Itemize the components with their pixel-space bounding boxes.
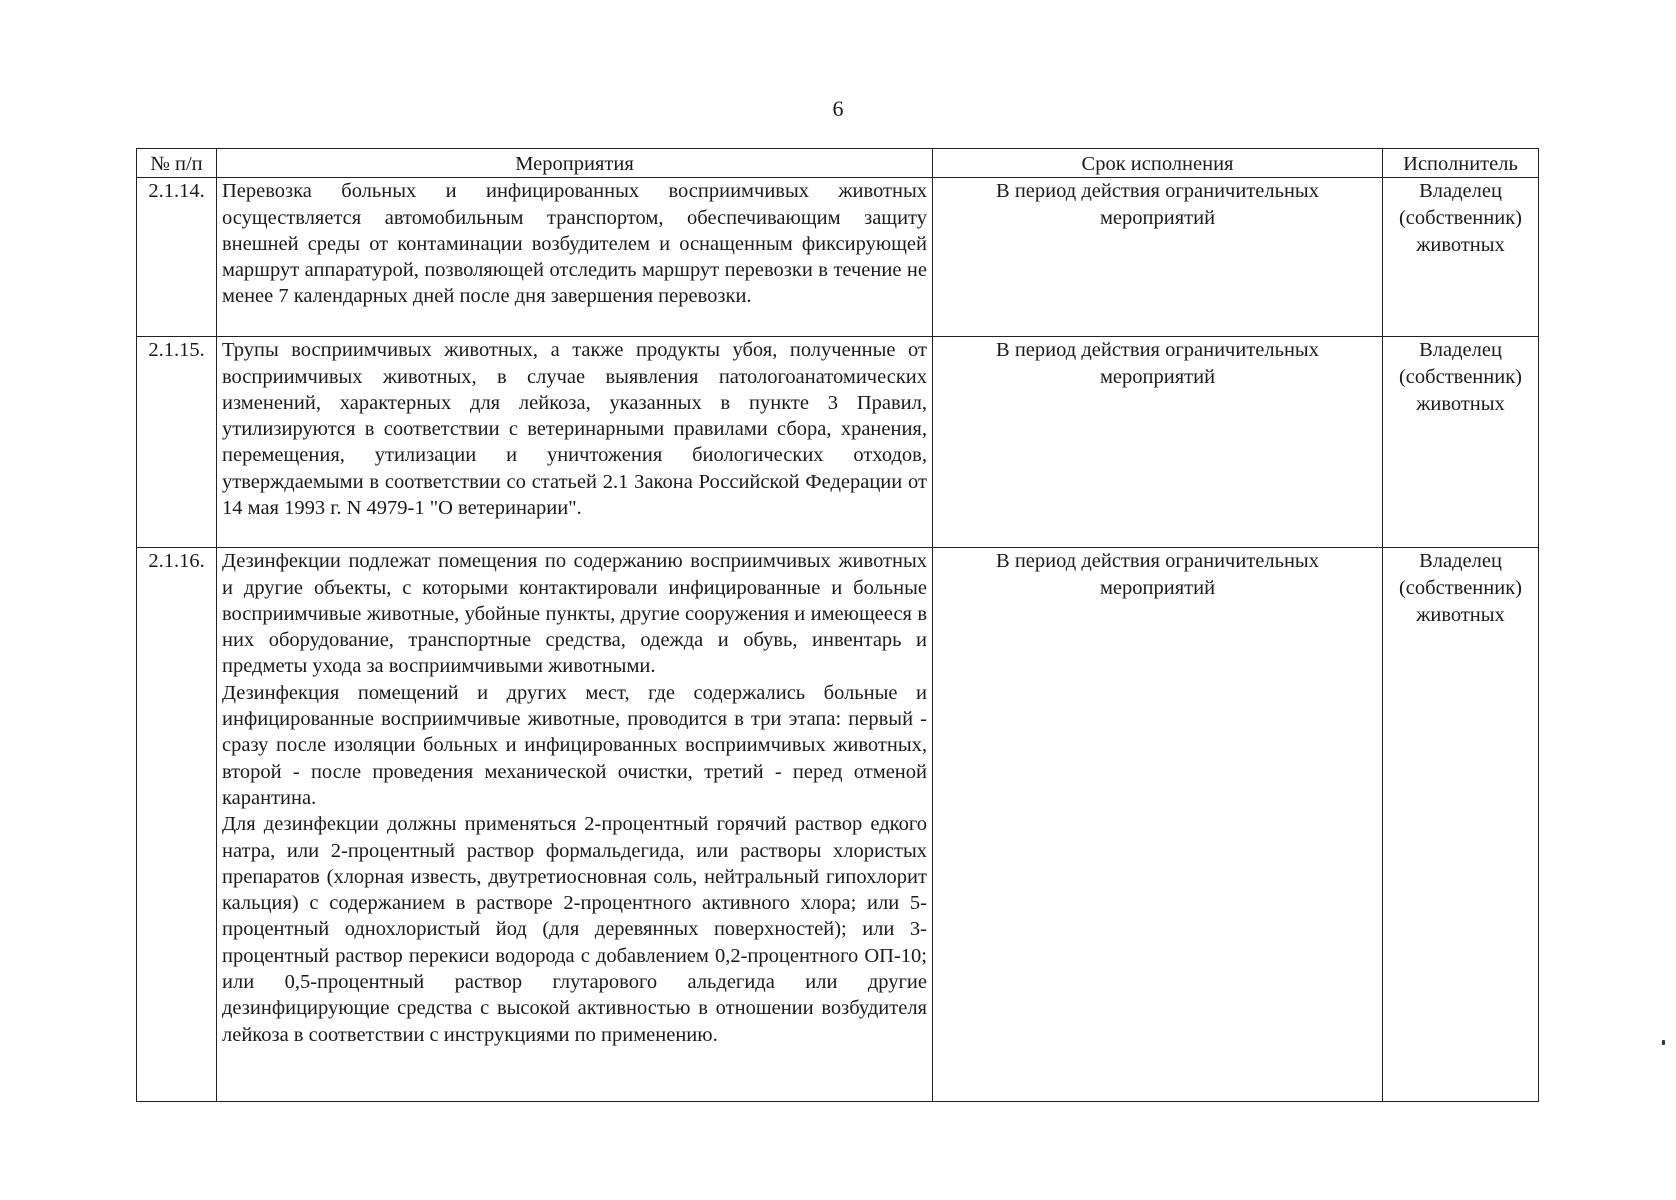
term-cell bbox=[933, 337, 1383, 548]
measure-paragraph: Дезинфекция помещений и других мест, где содержались больные и инфицированные восприимчивые животные, проводится в три этапа: первый - сразу после изоляции больных и инфицированных восприимчивых животных, второй - после проведения механической очистки, третий - перед отменой карантина. bbox=[222, 681, 927, 809]
term-cell bbox=[933, 178, 1383, 337]
executor-cell bbox=[1383, 178, 1539, 337]
page-number: 6 bbox=[832, 96, 844, 121]
table-body bbox=[137, 178, 1539, 1102]
measures-table bbox=[136, 148, 1539, 1102]
executor-cell bbox=[1383, 337, 1539, 548]
measure-text bbox=[217, 548, 933, 1102]
term-text: В период действия ограничительных мероприятий bbox=[996, 339, 1319, 388]
header-term: Срок исполнения bbox=[933, 149, 1383, 178]
row-number: 2.1.16. bbox=[137, 548, 217, 1102]
measure-paragraph: Для дезинфекции должны применяться 2-процентный горячий раствор едкого натра, или 2-процентный раствор формальдегида, или растворы хлористых препаратов (хлорная известь, двутретиосновная соль, нейтральный гипохлорит кальция) с содержанием в растворе 2-процентного активного хлора; или 5-процентный однохлористый йод (для деревянных поверхностей); или 3-процентный раствор перекиси водорода с добавлением 0,2-процентного ОП-10; или 0,5-процентный раствор глутарового альдегида или другие дезинфицирующие средства с высокой активностью в отношении возбудителя лейкоза в соответствии с инструкциями по применению. bbox=[222, 813, 927, 1046]
measure-text bbox=[217, 337, 933, 548]
header-row bbox=[137, 149, 1539, 178]
measure-text bbox=[217, 178, 933, 337]
table-row bbox=[137, 178, 1539, 337]
executor-cell bbox=[1383, 548, 1539, 1102]
term-text: В период действия ограничительных мероприятий bbox=[996, 550, 1319, 599]
term-text: В период действия ограничительных мероприятий bbox=[996, 180, 1319, 229]
measure-paragraph: Трупы восприимчивых животных, а также продукты убоя, полученные от восприимчивых животных, в случае выявления патологоанатомических изменений, характерных для лейкоза, указанных в пункте 3 Правил, утилизируются в соответствии с ветеринарными правилами сбора, хранения, перемещения, утилизации и уничтожения биологических отходов, утверждаемыми в соответствии со статьей 2.1 Закона Российской Федерации от 14 мая 1993 г. N 4979-1 "О ветеринарии". bbox=[222, 339, 927, 520]
header-executor: Исполнитель bbox=[1383, 149, 1539, 178]
row-number: 2.1.14. bbox=[137, 178, 217, 337]
executor-text: Владелец (собственник) животных bbox=[1398, 550, 1523, 627]
measure-paragraph: Перевозка больных и инфицированных восприимчивых животных осуществляется автомобильным транспортом, обеспечивающим защиту внешней среды от контаминации возбудителем и оснащенным фиксирующей маршрут аппаратурой, позволяющей отследить маршрут перевозки в течение не менее 7 календарных дней после дня завершения перевозки. bbox=[222, 180, 927, 308]
table-row bbox=[137, 337, 1539, 548]
term-cell bbox=[933, 548, 1383, 1102]
table-row bbox=[137, 548, 1539, 1102]
measure-paragraph: Дезинфекции подлежат помещения по содержанию восприимчивых животных и другие объекты, с которыми контактировали инфицированные и больные восприимчивые животные, убойные пункты, другие сооружения и имеющееся в них оборудование, транспортные средства, одежда и обувь, инвентарь и предметы ухода за восприимчивыми животными. bbox=[222, 550, 927, 678]
executor-text: Владелец (собственник) животных bbox=[1398, 339, 1523, 416]
executor-text: Владелец (собственник) животных bbox=[1398, 180, 1523, 257]
scan-speck bbox=[1662, 1040, 1665, 1045]
row-number: 2.1.15. bbox=[137, 337, 217, 548]
table-header bbox=[137, 149, 1539, 178]
header-measures: Мероприятия bbox=[217, 149, 933, 178]
header-num: № п/п bbox=[137, 149, 217, 178]
